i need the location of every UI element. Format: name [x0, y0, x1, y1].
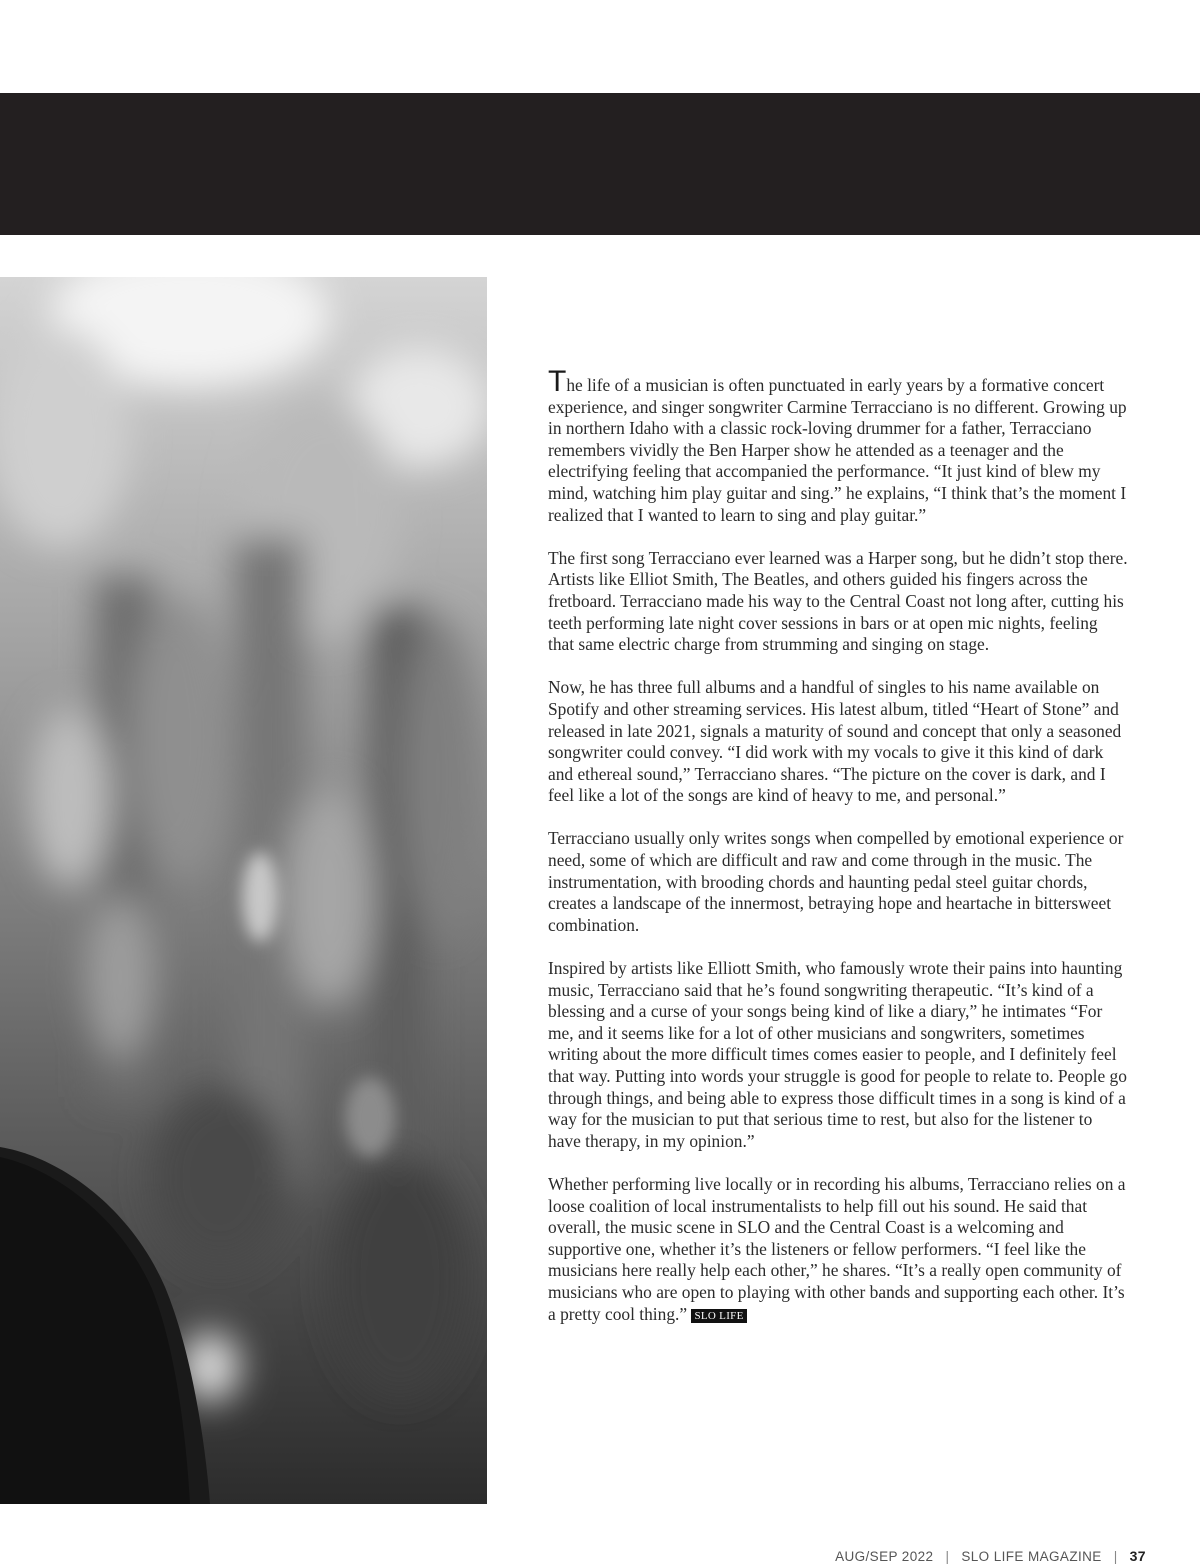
- blurred-forest-photo: [0, 277, 487, 1504]
- article-body: [548, 365, 1128, 1347]
- footer-separator: |: [945, 1548, 950, 1564]
- header-black-band: [0, 93, 1200, 235]
- paragraph-5: Inspired by artists like Elliott Smith, who famously wrote their pains into haunting music, Terracciano said that he’s found songwriting therapeutic. “It’s kind of a blessing and a curse of your songs being kind of like a diary,” he intimates “For me, and it seems like for a lot of other musicians and songwriters, sometimes writing about the more difficult times comes easier to people, and I definitely feel that way. Putting into words your struggle is good for people to relate to. People go through things, and being able to express those difficult times in a song is kind of a way for the musician to put that serious time to rest, but also for the listener to have therapy, in my opinion.”: [548, 958, 1127, 1151]
- paragraph-6-text: Whether performing live locally or in recording his albums, Terracciano relies on a loose coalition of local instrumentalists to help fill out his sound. He said that overall, the music scene in SLO and the Central Coast is a welcoming and supportive one, whether it’s the listeners or fellow performers. “I feel like the musicians here really help each other,” he shares. “It’s a really open community of musicians who are open to playing with other bands and supporting each other. It’s a pretty cool thing.”: [548, 1173, 1126, 1324]
- paragraph-4: Terracciano usually only writes songs when compelled by emotional experience or need, some of which are difficult and raw and come through in the music. The instrumentation, with brooding chords and haunting pedal steel guitar chords, creates a landscape of the innermost, betraying hope and heartache in bittersweet combination.: [548, 828, 1124, 935]
- paragraph-2: The first song Terracciano ever learned was a Harper song, but he didn’t stop there. Artists like Elliot Smith, The Beatles, and others guided his fingers across the fretboard. Terracciano made his way to the Central Coast not long after, cutting his teeth performing late night cover sessions in bars or at open mic nights, feeling that same electric charge from strumming and singing on stage.: [548, 547, 1128, 655]
- magazine-name: SLO LIFE MAGAZINE: [961, 1548, 1102, 1564]
- page-footer: [835, 1546, 1146, 1566]
- footer-separator: |: [1113, 1548, 1118, 1564]
- page-number: 37: [1129, 1548, 1146, 1564]
- article-photo: [0, 277, 487, 1504]
- paragraph-6: [548, 1174, 1128, 1325]
- drop-cap: T: [548, 365, 567, 398]
- paragraph-1: [548, 365, 1128, 526]
- paragraph-3: Now, he has three full albums and a handful of singles to his name available on Spotify and other streaming services. His latest album, titled “Heart of Stone” and released in late 2021, signals a maturity of sound and concept that only a seasoned songwriter could convey. “I did work with my vocals to give it this kind of dark and ethereal sound,” Terracciano shares. “The picture on the cover is dark, and I feel like a lot of the songs are kind of heavy to me, and personal.”: [548, 677, 1122, 806]
- paragraph-1-text: he life of a musician is often punctuated in early years by a formative concert experience, and singer songwriter Carmine Terracciano is no different. Growing up in northern Idaho with a classic rock-loving drummer for a father, Terracciano remembers vividly the Ben Harper show he attended as a teenager and the electrifying feeling that accompanied the performance. “It just kind of blew my mind, watching him play guitar and sing.” he explains, “I think that’s the moment I realized that I wanted to learn to sing and play guitar.”: [548, 375, 1127, 525]
- end-mark-logo: SLO LIFE: [691, 1309, 746, 1323]
- issue-date: AUG/SEP 2022: [835, 1548, 934, 1564]
